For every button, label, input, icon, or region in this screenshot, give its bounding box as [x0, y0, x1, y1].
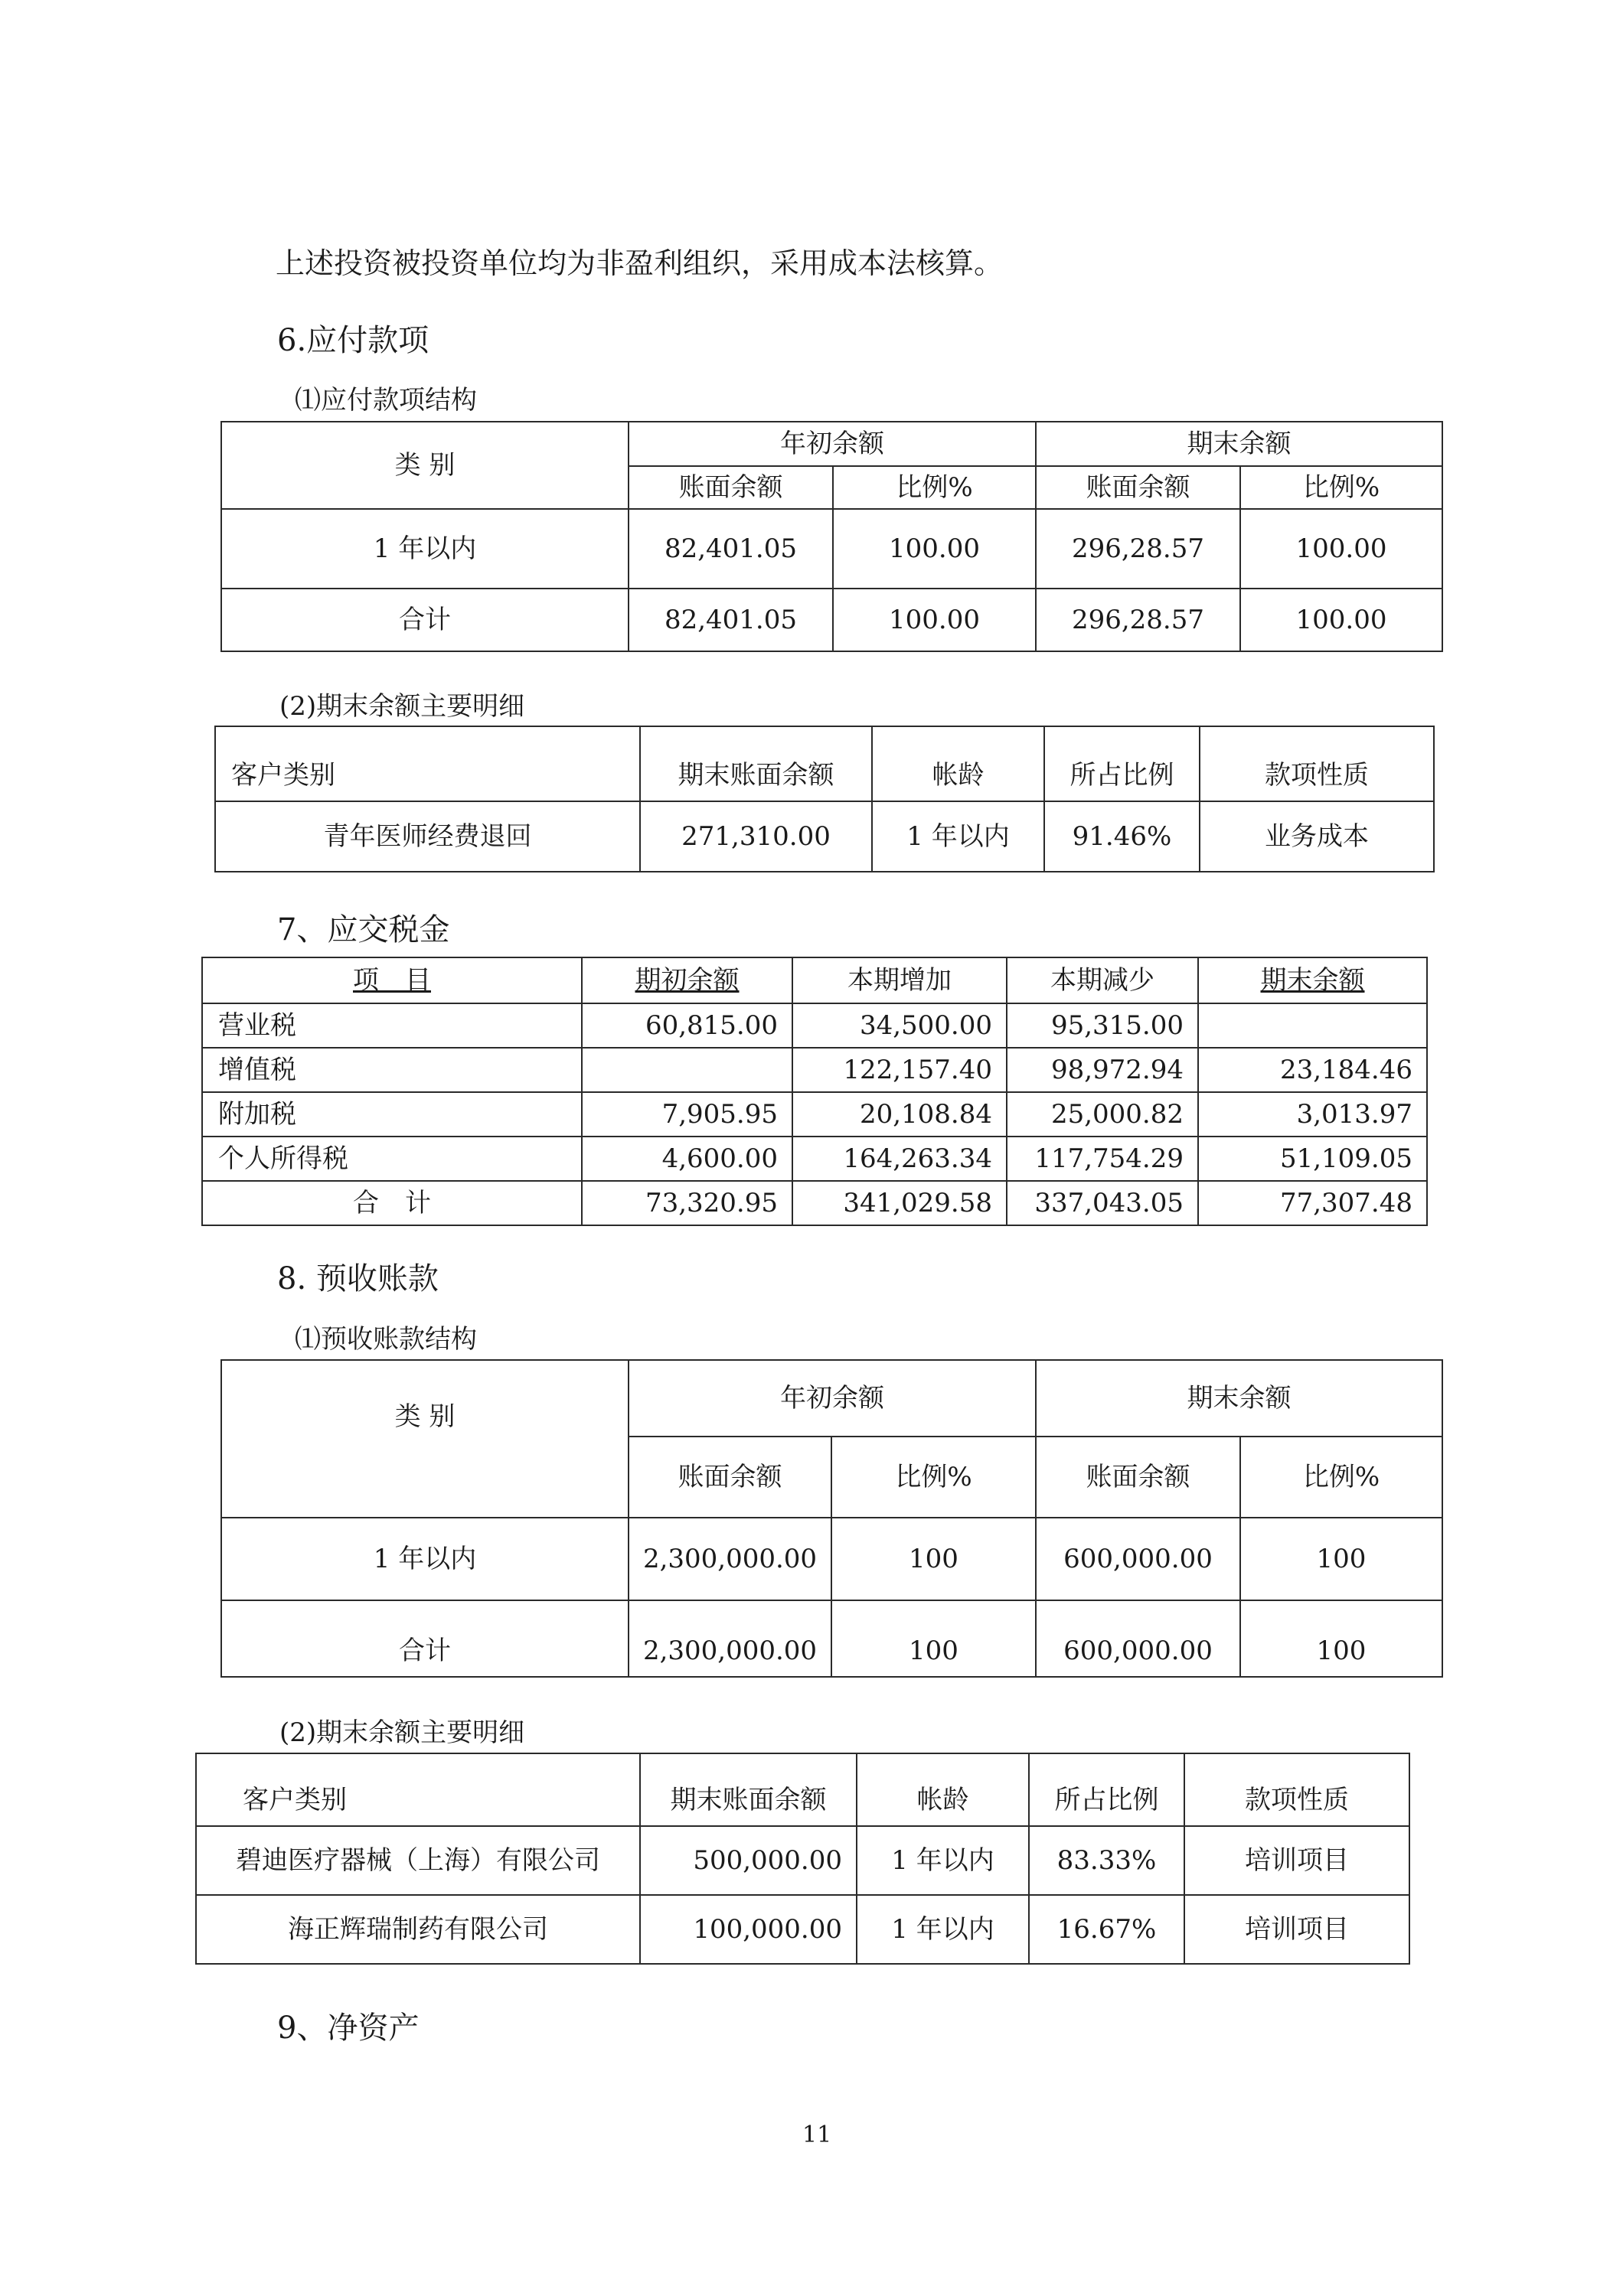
section-7-title: 7、应交税金 — [277, 912, 450, 947]
cell: 271,310.00 — [640, 801, 872, 872]
s8-table2-caption: (2)期末余额主要明细 — [279, 1717, 525, 1748]
cell: 296,28.57 — [1036, 589, 1240, 651]
cell: 337,043.05 — [1007, 1181, 1198, 1225]
header-ratio: 比例% — [1240, 1437, 1442, 1518]
cell: 青年医师经费退回 — [215, 801, 640, 872]
table-row — [221, 1518, 1442, 1600]
cell: 增值税 — [202, 1048, 582, 1092]
cell: 100.00 — [833, 509, 1036, 589]
header-begin-label: 期初余额 — [635, 965, 740, 996]
header-begin-balance — [582, 957, 792, 1003]
header-end-balance — [1198, 957, 1427, 1003]
s6-table1-caption: ⑴应付款项结构 — [295, 385, 477, 416]
header-end-balance: 期末余额 — [1036, 422, 1442, 466]
header-begin-balance: 年初余额 — [629, 1360, 1036, 1437]
cell: 100,000.00 — [640, 1895, 857, 1964]
header-category: 类 别 — [221, 1360, 629, 1518]
header-decrease: 本期减少 — [1007, 957, 1198, 1003]
cell: 碧迪医疗器械（上海）有限公司 — [196, 1826, 640, 1895]
table-row — [202, 1003, 1427, 1048]
header-end-label: 期末余额 — [1260, 965, 1365, 996]
section-6-title: 6.应付款项 — [277, 323, 429, 358]
header-item-label: 项 目 — [353, 965, 431, 996]
header-ratio: 比例% — [1240, 466, 1442, 509]
s6-table2-caption: (2)期末余额主要明细 — [279, 691, 525, 722]
cell: 600,000.00 — [1036, 1600, 1240, 1677]
cell: 合计 — [221, 1600, 629, 1677]
s8-table1-caption: ⑴预收账款结构 — [295, 1324, 477, 1355]
header-aging: 帐龄 — [857, 1753, 1029, 1826]
cell: 3,013.97 — [1198, 1092, 1427, 1137]
header-customer-type: 客户类别 — [196, 1753, 640, 1826]
cell: 2,300,000.00 — [629, 1518, 831, 1600]
header-book-balance: 账面余额 — [1036, 1437, 1240, 1518]
cell: 附加税 — [202, 1092, 582, 1137]
table-row — [202, 1181, 1427, 1225]
table-row — [221, 589, 1442, 651]
cell: 培训项目 — [1184, 1826, 1409, 1895]
cell: 164,263.34 — [792, 1137, 1007, 1181]
cell: 91.46% — [1044, 801, 1200, 872]
header-book-balance: 账面余额 — [629, 1437, 831, 1518]
cell: 25,000.82 — [1007, 1092, 1198, 1137]
taxes-payable-table — [201, 957, 1428, 1226]
advance-receipts-detail-table — [195, 1753, 1410, 1965]
page-number: 11 — [802, 2122, 832, 2148]
cell: 341,029.58 — [792, 1181, 1007, 1225]
table-row — [215, 801, 1434, 872]
cell: 1 年以内 — [857, 1895, 1029, 1964]
cell: 73,320.95 — [582, 1181, 792, 1225]
cell: 600,000.00 — [1036, 1518, 1240, 1600]
cell: 合计 — [221, 589, 629, 651]
header-nature: 款项性质 — [1184, 1753, 1409, 1826]
cell: 83.33% — [1029, 1826, 1184, 1895]
cell: 7,905.95 — [582, 1092, 792, 1137]
table-row — [202, 1092, 1427, 1137]
table-row — [196, 1895, 1409, 1964]
cell: 77,307.48 — [1198, 1181, 1427, 1225]
header-aging: 帐龄 — [872, 726, 1044, 801]
cell: 98,972.94 — [1007, 1048, 1198, 1092]
cell: 1 年以内 — [221, 509, 629, 589]
header-book-balance: 账面余额 — [629, 466, 833, 509]
header-book-balance: 账面余额 — [1036, 466, 1240, 509]
cell: 117,754.29 — [1007, 1137, 1198, 1181]
cell: 2,300,000.00 — [629, 1600, 831, 1677]
cell: 100.00 — [1240, 589, 1442, 651]
section-9-title: 9、净资产 — [277, 2011, 420, 2046]
header-ratio: 比例% — [831, 1437, 1036, 1518]
header-share: 所占比例 — [1029, 1753, 1184, 1826]
cell: 4,600.00 — [582, 1137, 792, 1181]
cell: 业务成本 — [1200, 801, 1434, 872]
header-end-book-balance: 期末账面余额 — [640, 1753, 857, 1826]
cell: 营业税 — [202, 1003, 582, 1048]
payables-detail-table — [214, 726, 1435, 872]
cell: 1 年以内 — [857, 1826, 1029, 1895]
header-category: 类 别 — [221, 422, 629, 509]
table-row — [202, 1048, 1427, 1092]
cell — [582, 1048, 792, 1092]
header-ratio: 比例% — [833, 466, 1036, 509]
cell: 23,184.46 — [1198, 1048, 1427, 1092]
cell: 1 年以内 — [221, 1518, 629, 1600]
table-row — [221, 1600, 1442, 1677]
cell: 82,401.05 — [629, 589, 833, 651]
cell: 296,28.57 — [1036, 509, 1240, 589]
cell: 82,401.05 — [629, 509, 833, 589]
cell: 51,109.05 — [1198, 1137, 1427, 1181]
cell: 100 — [1240, 1600, 1442, 1677]
header-end-balance: 期末余额 — [1036, 1360, 1442, 1437]
cell: 个人所得税 — [202, 1137, 582, 1181]
cell — [1198, 1003, 1427, 1048]
header-item — [202, 957, 582, 1003]
header-begin-balance: 年初余额 — [629, 422, 1036, 466]
section-8-title: 8. 预收账款 — [277, 1261, 439, 1296]
table-row — [202, 1137, 1427, 1181]
table-row — [221, 509, 1442, 589]
advance-receipts-structure-table — [220, 1359, 1443, 1678]
cell: 1 年以内 — [872, 801, 1044, 872]
cell: 34,500.00 — [792, 1003, 1007, 1048]
cell: 100 — [831, 1600, 1036, 1677]
table-row — [196, 1826, 1409, 1895]
cell: 16.67% — [1029, 1895, 1184, 1964]
cell: 海正辉瑞制药有限公司 — [196, 1895, 640, 1964]
cell: 20,108.84 — [792, 1092, 1007, 1137]
cell: 100 — [1240, 1518, 1442, 1600]
cell: 合 计 — [202, 1181, 582, 1225]
cell: 95,315.00 — [1007, 1003, 1198, 1048]
payables-structure-table — [220, 421, 1443, 652]
intro-text: 上述投资被投资单位均为非盈利组织，采用成本法核算。 — [276, 246, 1004, 280]
cell: 100.00 — [833, 589, 1036, 651]
header-increase: 本期增加 — [792, 957, 1007, 1003]
cell: 100.00 — [1240, 509, 1442, 589]
cell: 100 — [831, 1518, 1036, 1600]
header-customer-type: 客户类别 — [215, 726, 640, 801]
cell: 500,000.00 — [640, 1826, 857, 1895]
cell: 60,815.00 — [582, 1003, 792, 1048]
cell: 122,157.40 — [792, 1048, 1007, 1092]
header-end-book-balance: 期末账面余额 — [640, 726, 872, 801]
header-nature: 款项性质 — [1200, 726, 1434, 801]
header-share: 所占比例 — [1044, 726, 1200, 801]
cell: 培训项目 — [1184, 1895, 1409, 1964]
